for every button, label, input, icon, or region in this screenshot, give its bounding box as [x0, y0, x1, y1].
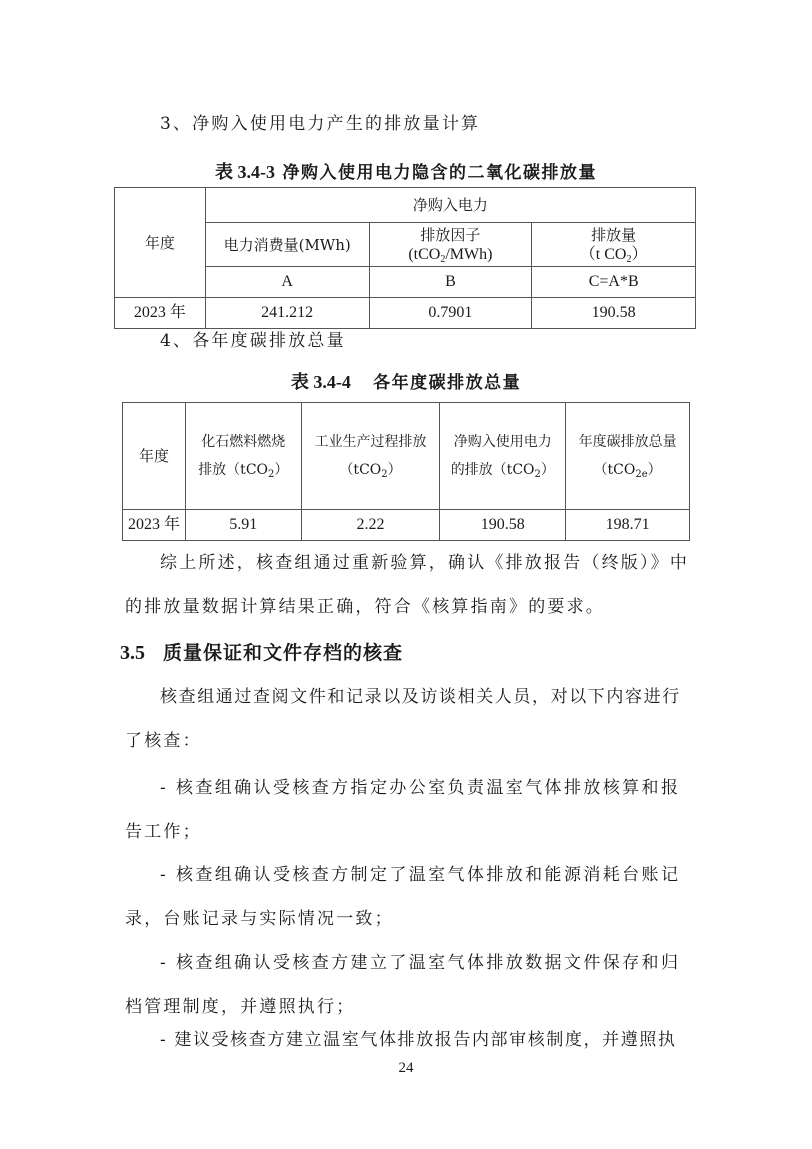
- table-electricity-emissions: [114, 187, 696, 329]
- section-heading-4: 4、各年度碳排放总量: [160, 331, 346, 351]
- cell-electricity: 190.58: [440, 510, 566, 541]
- page-number: 24: [398, 1060, 414, 1076]
- cell-emission: 190.58: [532, 298, 696, 329]
- section-heading-3: 3、净购入使用电力产生的排放量计算: [160, 114, 481, 134]
- header-factor-line2: (tCO$_2$/MWh): [408, 245, 493, 265]
- bullet-2-line-2: 录，台账记录与实际情况一致；: [125, 909, 394, 929]
- caption-number: 表 3.4-3: [215, 162, 276, 182]
- header-year: 年度: [115, 188, 206, 298]
- symbol-c: C=A*B: [532, 267, 696, 298]
- cell-fossil: 5.91: [185, 510, 301, 541]
- table-row: [115, 298, 696, 329]
- table-caption-3-4-4: [0, 368, 812, 394]
- caption-text: 各年度碳排放总量: [373, 373, 522, 393]
- cell-consumption: 241.212: [205, 298, 369, 329]
- symbol-a: A: [205, 267, 369, 298]
- intro-line-1: 核查组通过查阅文件和记录以及访谈相关人员，对以下内容进行: [160, 687, 681, 707]
- header-total: 年度碳排放总量 （tCO$_{2e}$）: [566, 403, 690, 510]
- header-consumption: [205, 223, 369, 267]
- header-consumption-text: 电力消费量(MWh): [223, 235, 351, 254]
- bullet-3-line-2: 档管理制度，并遵照执行；: [125, 997, 356, 1017]
- header-factor-line1: 排放因子: [420, 225, 481, 244]
- summary-line-1: 综上所述，核查组通过重新验算，确认《排放报告（终版）》中: [160, 553, 690, 573]
- symbol-b: B: [369, 267, 532, 298]
- table-row: [123, 510, 690, 541]
- header-emission-line2: （t $CO_2$）: [579, 245, 648, 265]
- cell-industrial: 2.22: [301, 510, 440, 541]
- header-emission: [532, 223, 696, 267]
- header-industrial: 工业生产过程排放 （tCO$_2$）: [301, 403, 440, 510]
- header-emission-line1: 排放量: [591, 225, 637, 244]
- bullet-4-line-1: - 建议受核查方建立温室气体排放报告内部审核制度，并遵照执: [160, 1030, 677, 1050]
- caption-number: 表 3.4-4: [290, 372, 351, 392]
- section-heading-3-5: [120, 638, 403, 665]
- bullet-1-line-1: - 核查组确认受核查方指定办公室负责温室气体排放核算和报: [160, 778, 681, 798]
- header-electricity: 净购入使用电力 的排放（tCO$_2$）: [440, 403, 566, 510]
- bullet-1-line-2: 告工作；: [125, 822, 202, 842]
- bullet-2-line-1: - 核查组确认受核查方制定了温室气体排放和能源消耗台账记: [160, 865, 681, 885]
- cell-total: 198.71: [566, 510, 690, 541]
- header-factor: [369, 223, 532, 267]
- header-year: 年度: [123, 403, 186, 510]
- cell-year: 2023 年: [123, 510, 186, 541]
- table-annual-emissions: [122, 402, 690, 541]
- section-number: 3.5: [120, 642, 145, 664]
- caption-text: 净购入使用电力隐含的二氧化碳排放量: [282, 163, 597, 183]
- summary-line-2: 的排放量数据计算结果正确，符合《核算指南》的要求。: [125, 597, 605, 617]
- header-group: 净购入电力: [205, 188, 695, 223]
- header-fossil: 化石燃料燃烧 排放（tCO$_2$）: [185, 403, 301, 510]
- cell-factor: 0.7901: [369, 298, 532, 329]
- cell-year: 2023 年: [115, 298, 206, 329]
- bullet-3-line-1: - 核查组确认受核查方建立了温室气体排放数据文件保存和归: [160, 953, 681, 973]
- table-caption-3-4-3: [0, 158, 812, 184]
- intro-line-2: 了核查：: [125, 731, 202, 751]
- section-title: 质量保证和文件存档的核查: [163, 642, 404, 664]
